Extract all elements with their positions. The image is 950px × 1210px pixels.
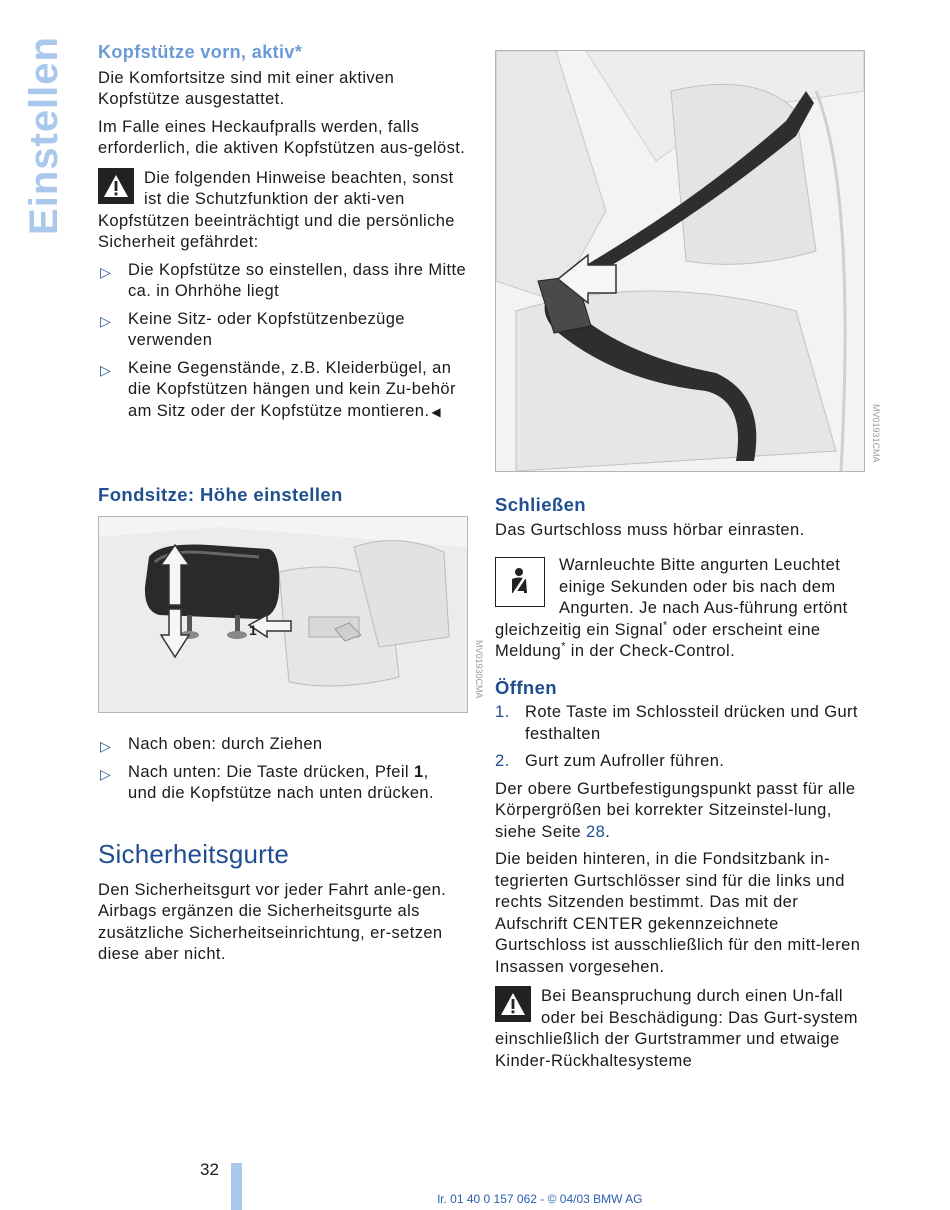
triangle-bullet-icon: ▷ (100, 263, 112, 280)
heading-active-head-restraint: Kopfstütze vorn, aktiv* (98, 42, 303, 62)
heading-open: Öffnen (495, 676, 558, 698)
warning-text-2: Bei Beanspruchung durch einen Un-fall oder bei Beschädigung: Das Gurt-system einschließlich der Gurtstrammer und etwaige Kinder-Rückhaltesysteme (495, 987, 858, 1070)
rear-seat-instructions (98, 734, 468, 811)
chapter-side-tab (18, 35, 70, 235)
rear-head-restraint-figure (98, 516, 468, 713)
warning-paragraph-2 (495, 986, 865, 1072)
warning-triangle-icon (98, 168, 134, 204)
intro-paragraph-1: Die Komfortsitze sind mit einer aktiven Kopfstütze ausgestattet. (98, 68, 395, 108)
seat-belt-figure (495, 50, 865, 472)
anchor-paragraph: Der obere Gurtbefestigungspunkt passt für alle Körpergrößen bei korrekter Sitzeinstel-lung, siehe Seite 28. (495, 779, 856, 841)
seat-belts-section (98, 839, 468, 972)
page-number: 32 (200, 1160, 219, 1179)
section-end-icon: ◀ (431, 404, 441, 419)
intro-paragraph-2: Im Falle eines Heckaufpralls werden, falls erforderlich, die aktiven Kopfstützen aus-gelöst. (98, 117, 466, 157)
figure-code: MV01930CMA (474, 640, 484, 699)
rear-head-restraint-illustration (99, 517, 467, 712)
imprint: lr. 01 40 0 157 062 - © 04/03 BMW AG (437, 1192, 643, 1206)
list-item: ▷ Nach unten: Die Taste drücken, Pfeil 1, und die Kopfstütze nach unten drücken. (100, 762, 434, 802)
heading-close: Schließen (495, 494, 586, 515)
seat-belt-illustration (496, 51, 864, 471)
right-column (495, 494, 865, 1078)
figure-code: MV01931CMA (871, 404, 881, 463)
triangle-bullet-icon: ▷ (100, 361, 112, 378)
chapter-title: Einstellen (21, 35, 66, 235)
seat-belt-warning-icon (495, 557, 545, 607)
close-paragraph: Das Gurtschloss muss hörbar einrasten. (495, 520, 805, 539)
list-item: ▷ Nach oben: durch Ziehen (98, 734, 468, 756)
list-item: ▷ Keine Sitz- oder Kopfstützenbezüge verwenden (100, 309, 405, 349)
triangle-bullet-icon: ▷ (100, 765, 112, 782)
triangle-bullet-icon: ▷ (100, 738, 112, 754)
left-column (98, 42, 468, 429)
warning-triangle-icon (495, 986, 531, 1022)
center-buckle-paragraph: Die beiden hinteren, in die Fondsitzbank in-tegrierten Gurtschlösser sind für die links und rechts Sitzenden bestimmt. Das mit der Aufschrift CENTER gekennzeichnete Gurtschloss ist ausschließlich für den mitt-leren Insassen vorgesehen. (495, 850, 861, 976)
list-item: 1. Rote Taste im Schlossteil drücken und Gurt festhalten (495, 703, 858, 743)
seat-belts-paragraph: Den Sicherheitsgurt vor jeder Fahrt anle-gen. Airbags ergänzen die Sicherheitsgurte als zusätzliche Sicherheitseinrichtung, er-setzen diese aber nicht. (98, 880, 447, 963)
list-item: ▷ Keine Gegenstände, z.B. Kleiderbügel, an die Kopfstützen hängen und kein Zu-behör am Sitz oder der Kopfstütze montieren. ◀ (98, 358, 468, 424)
head-restraint-bullet-list (98, 260, 468, 424)
warning-text: Die folgenden Hinweise beachten, sonst ist die Schutzfunktion der akti-ven Kopfstützen beeinträchtigt und die persönliche Sicherheit gefährdet: (98, 168, 455, 251)
warning-light-paragraph: Warnleuchte Bitte angurten Leuchtet einige Sekunden oder bis nach dem Angurten. Je nach Aus-führung ertönt gleichzeitig ein Signal* oder erscheint eine Meldung* in der Check-Control. (495, 556, 848, 660)
rear-seat-bullet-list (98, 734, 468, 805)
list-item: 2. Gurt zum Aufroller führen. (495, 752, 725, 770)
figure-callout-label: 1 (249, 622, 257, 638)
list-item: ▷ Die Kopfstütze so einstellen, dass ihre Mitte ca. in Ohrhöhe liegt (100, 260, 467, 300)
heading-seat-belts: Sicherheitsgurte (98, 839, 290, 869)
rear-seat-heading-block (98, 484, 468, 510)
heading-rear-seats: Fondsitze: Höhe einstellen (98, 484, 343, 505)
open-steps-list (495, 702, 865, 773)
page-reference-link[interactable]: 28 (586, 822, 606, 841)
triangle-bullet-icon: ▷ (100, 312, 112, 329)
warning-paragraph (98, 168, 468, 254)
